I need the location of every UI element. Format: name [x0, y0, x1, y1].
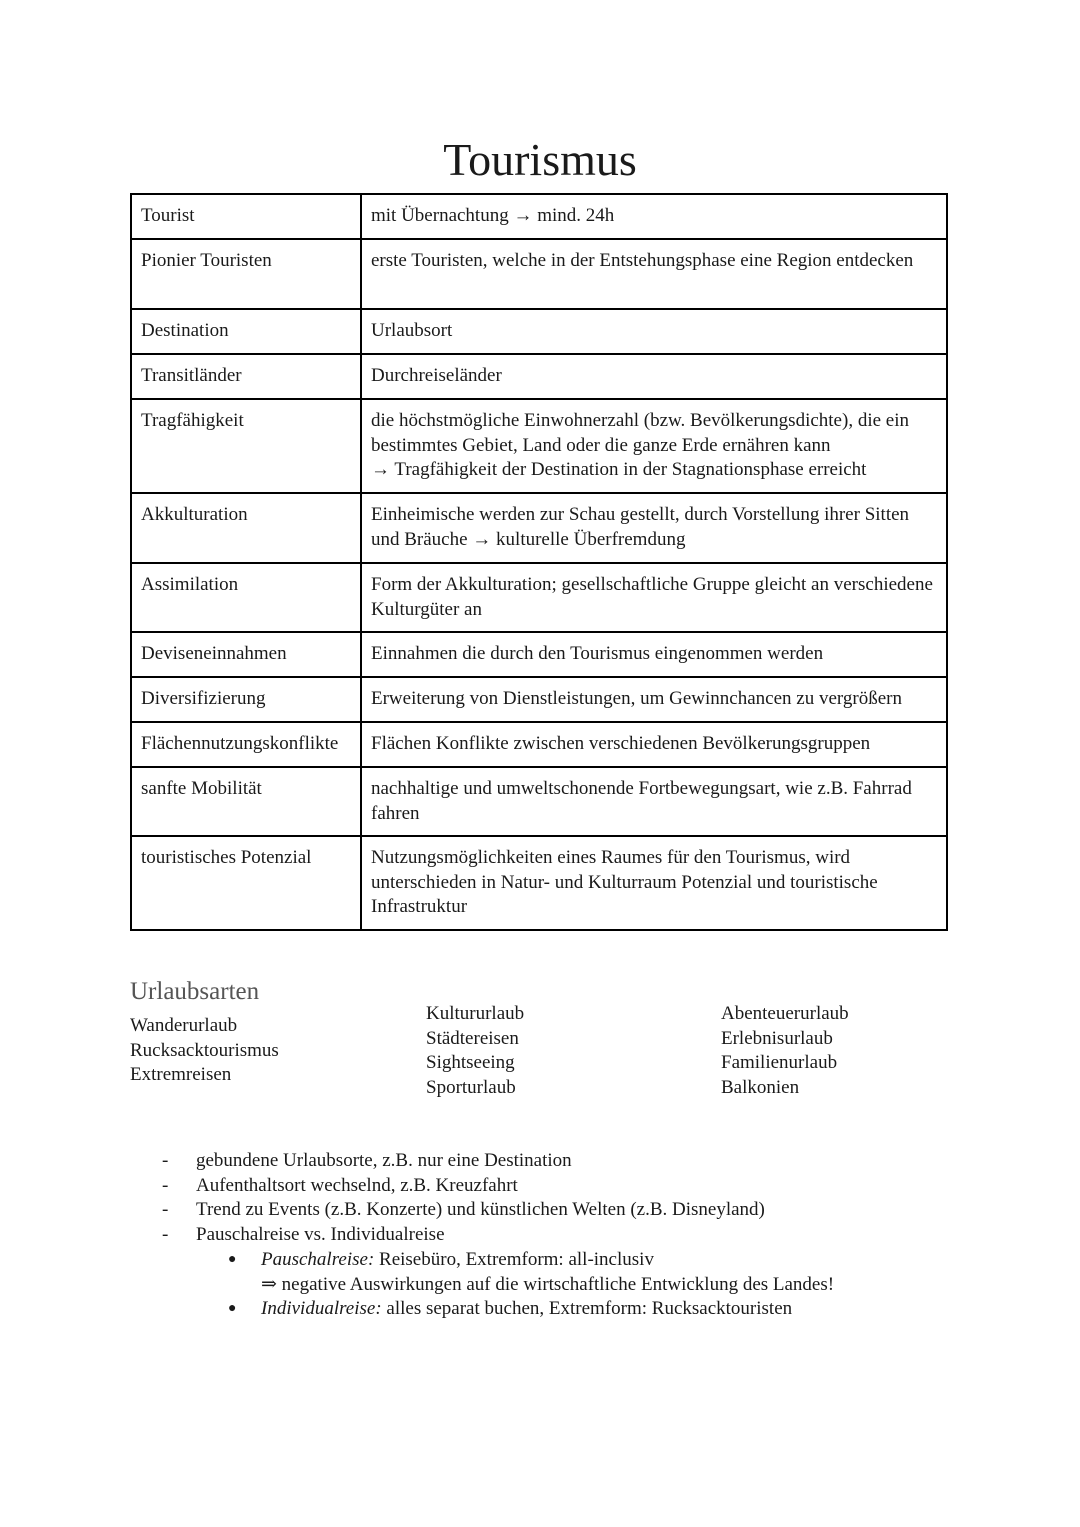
table-row — [131, 767, 947, 836]
list-item: Städtereisen — [426, 1027, 519, 1049]
list-item: Sporturlaub — [426, 1077, 516, 1099]
section-heading: Urlaubsarten — [130, 978, 260, 1005]
sub-list-item — [228, 1248, 835, 1297]
vacation-types-column-3 — [721, 1002, 849, 1101]
page-title: Tourismus — [443, 134, 637, 185]
list-item: Abenteuerurlaub — [721, 1003, 849, 1024]
definition-note: → Tragfähigkeit der Destination in der Stagnationsphase erreicht — [371, 459, 867, 480]
table-row — [131, 399, 947, 493]
definition-cell: nachhaltige und umweltschonende Fortbewegungsart, wie z.B. Fahrrad fahren — [361, 767, 947, 836]
sub-list — [196, 1248, 834, 1322]
term-label: Pauschalreise: — [261, 1248, 375, 1270]
list-item: Balkonien — [721, 1077, 800, 1099]
term-cell: Deviseneinnahmen — [131, 632, 361, 677]
definition-cell: Einnahmen die durch den Tourismus eingenommen werden — [361, 632, 947, 677]
table-row — [131, 194, 947, 239]
vacation-types-column-1 — [130, 1014, 279, 1088]
list-item — [160, 1223, 834, 1322]
definition-cell: Nutzungsmöglichkeiten eines Raumes für den Tourismus, wird unterschieden in Natur- und Kulturraum Potenzial und touristische Infrastruktur — [361, 836, 947, 930]
term-cell: Flächennutzungskonflikte — [131, 722, 361, 767]
table-row — [131, 239, 947, 309]
table-row — [131, 632, 947, 677]
term-cell: Tourist — [131, 194, 361, 239]
table-row — [131, 563, 947, 632]
term-cell: Assimilation — [131, 563, 361, 632]
term-cell: Akkulturation — [131, 493, 361, 563]
term-cell: Transitländer — [131, 354, 361, 399]
table-row — [131, 309, 947, 354]
notes-list — [160, 1149, 834, 1322]
definition-cell: Urlaubsort — [361, 309, 947, 354]
term-cell: sanfte Mobilität — [131, 767, 361, 836]
glossary-table — [130, 193, 948, 931]
sub-item-text: Reisebüro, Extremform: all-inclusiv — [374, 1248, 654, 1270]
definition-cell: Form der Akkulturation; gesellschaftliche Gruppe gleicht an verschiedene Kulturgüter an — [361, 563, 947, 632]
list-item: - gebundene Urlaubsorte, z.B. nur eine Destination — [160, 1149, 834, 1174]
table-row — [131, 354, 947, 399]
definition-cell: Flächen Konflikte zwischen verschiedenen Bevölkerungsgruppen — [361, 722, 947, 767]
bullet-icon: ● — [228, 1301, 237, 1317]
list-item: - Trend zu Events (z.B. Konzerte) und künstlichen Welten (z.B. Disneyland) — [160, 1198, 834, 1223]
definition-cell: Erweiterung von Dienstleistungen, um Gewinnchancen zu vergrößern — [361, 677, 947, 722]
list-item: Erlebnisurlaub — [721, 1027, 833, 1049]
sub-list-item — [228, 1297, 834, 1322]
term-cell: touristisches Potenzial — [131, 836, 361, 930]
list-item: Rucksacktourismus — [130, 1039, 279, 1061]
list-item: Sightseeing — [426, 1052, 515, 1074]
term-cell: Tragfähigkeit — [131, 399, 361, 493]
list-item: Familienurlaub — [721, 1052, 838, 1074]
sub-item-note: ⇒ negative Auswirkungen auf die wirtschaftliche Entwicklung des Landes! — [261, 1273, 835, 1295]
term-cell: Diversifizierung — [131, 677, 361, 722]
table-row — [131, 722, 947, 767]
vacation-types-column-2 — [426, 1002, 524, 1101]
definition-cell: Einheimische werden zur Schau gestellt, durch Vorstellung ihrer Sitten und Bräuche → kulturelle Überfremdung — [361, 493, 947, 563]
table-row — [131, 677, 947, 722]
list-item: - Aufenthaltsort wechselnd, z.B. Kreuzfahrt — [160, 1174, 834, 1199]
term-cell: Destination — [131, 309, 361, 354]
term-cell: Pionier Touristen — [131, 239, 361, 309]
definition-cell: erste Touristen, welche in der Entstehungsphase eine Region entdecken — [361, 239, 947, 309]
definition-cell — [361, 399, 947, 493]
definition-cell: Durchreiseländer — [361, 354, 947, 399]
bullet-icon: ● — [228, 1251, 237, 1267]
list-item: Wanderurlaub — [130, 1015, 238, 1036]
list-item-text: Pauschalreise vs. Individualreise — [196, 1224, 445, 1246]
list-item: Kultururlaub — [426, 1003, 525, 1024]
definition-cell: mit Übernachtung → mind. 24h — [361, 194, 947, 239]
definition-text: die höchstmögliche Einwohnerzahl (bzw. Bevölkerungsdichte), die ein bestimmtes Gebiet, Land oder die ganze Erde ernähren kann — [371, 410, 909, 456]
term-label: Individualreise: — [261, 1298, 382, 1320]
table-row — [131, 493, 947, 563]
table-row — [131, 836, 947, 930]
sub-item-text: alles separat buchen, Extremform: Rucksacktouristen — [381, 1298, 793, 1320]
list-item: Extremreisen — [130, 1064, 232, 1086]
